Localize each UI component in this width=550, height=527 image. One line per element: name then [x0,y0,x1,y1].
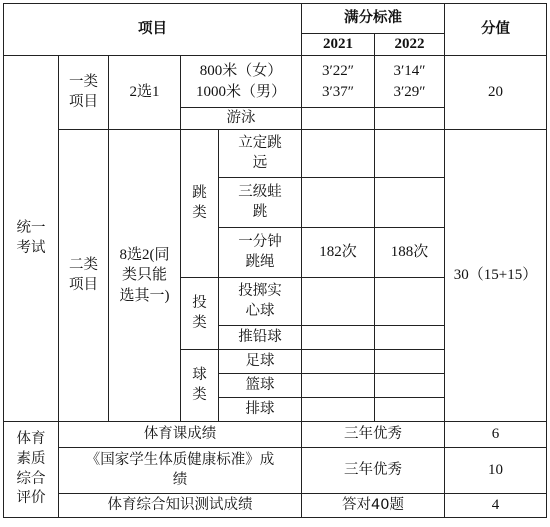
basketball-2022 [375,374,445,398]
rope-2021: 182次 [302,228,375,278]
standing-jump-line1: 立定跳 [238,134,282,151]
run-female-2021: 3′22″ [322,63,355,80]
football-label: 足球 [219,350,302,374]
health-standard-standard: 三年优秀 [302,448,445,494]
basketball-2021 [302,374,375,398]
medicine-ball-line2: 心球 [245,302,275,319]
football-2022 [375,350,445,374]
header-project: 项目 [4,4,302,56]
pe-course-standard: 三年优秀 [302,422,445,448]
run-female-2022: 3′14″ [393,63,426,80]
class2-label-line1: 二类 [69,256,98,273]
medicine-ball-2022 [375,278,445,326]
rope-2022: 188次 [375,228,445,278]
class2-choice-line2: 类只能 [121,267,167,284]
class2-label [59,130,109,422]
class1-label-line1: 一类 [69,73,98,90]
unified-exam-label [4,56,59,422]
standing-jump-line2: 远 [252,154,268,171]
header-year-2021: 2021 [302,34,375,56]
health-standard-score: 10 [445,448,547,494]
volleyball-label: 排球 [219,398,302,422]
shot-put-2021 [302,326,375,350]
class2-choice-line1: 8选2(同 [119,247,170,264]
health-standard-line2: 绩 [172,471,188,488]
medicine-ball-2021 [302,278,375,326]
rope-skipping-label [219,228,302,278]
basketball-label: 篮球 [219,374,302,398]
throw-group-label [181,278,219,350]
evaluation-label [4,422,59,518]
knowledge-test-standard: 答对40题 [302,494,445,518]
run-2022-standard [375,56,445,108]
medicine-ball-label [219,278,302,326]
header-year-2022: 2022 [375,34,445,56]
run-male-label: 1000米（男） [196,83,287,100]
ball-group-label [181,350,219,422]
run-male-2021: 3′37″ [322,83,355,100]
shot-put-2022 [375,326,445,350]
throw-group-line2: 类 [192,314,207,331]
unified-exam-label-line2: 考试 [16,239,46,256]
knowledge-test-score: 4 [445,494,547,518]
swim-2021-standard [302,108,375,130]
rope-line2: 跳绳 [245,253,275,270]
class2-score: 30（15+15） [445,130,547,422]
health-standard-label [59,448,302,494]
evaluation-label-line3: 综合 [16,470,46,487]
run-2021-standard [302,56,375,108]
volleyball-2021 [302,398,375,422]
triple-jump-line1: 三级蛙 [238,183,282,200]
pe-exam-scoring-table [3,3,547,518]
triple-jump-label [219,178,302,228]
standing-jump-label [219,130,302,178]
medicine-ball-line1: 投掷实 [238,282,282,299]
triple-jump-2021 [302,178,375,228]
swim-2022-standard [375,108,445,130]
football-2021 [302,350,375,374]
throw-group-line1: 投 [192,294,207,311]
knowledge-test-label: 体育综合知识测试成绩 [59,494,302,518]
run-female-label: 800米（女） [199,63,283,80]
ball-group-line1: 球 [192,366,207,383]
run-male-2022: 3′29″ [393,83,426,100]
evaluation-label-line4: 评价 [16,490,46,507]
jump-group-line2: 类 [192,204,207,221]
class2-label-line2: 项目 [69,276,98,293]
pe-course-score: 6 [445,422,547,448]
standing-jump-2021 [302,130,375,178]
triple-jump-line2: 跳 [252,203,268,220]
standing-jump-2022 [375,130,445,178]
class2-choice-line3: 选其一) [119,287,170,304]
volleyball-2022 [375,398,445,422]
header-full-standard: 满分标准 [302,4,445,34]
table-wrapper [3,3,547,518]
shot-put-label: 推铅球 [219,326,302,350]
header-score: 分值 [445,4,547,56]
jump-group-line1: 跳 [192,184,207,201]
pe-course-label: 体育课成绩 [59,422,302,448]
swim-label: 游泳 [181,108,302,130]
class1-label [59,56,109,130]
class1-label-line2: 项目 [69,93,98,110]
evaluation-label-line2: 素质 [16,450,46,467]
rope-line1: 一分钟 [238,233,282,250]
class2-choice [109,130,181,422]
health-standard-line1: 《国家学生体质健康标准》成 [85,451,275,468]
ball-group-line2: 类 [192,386,207,403]
unified-exam-label-line1: 统一 [16,219,46,236]
triple-jump-2022 [375,178,445,228]
class1-running-events [181,56,302,108]
jump-group-label [181,130,219,278]
class1-choice: 2选1 [109,56,181,130]
class1-score: 20 [445,56,547,130]
evaluation-label-line1: 体育 [16,431,46,448]
